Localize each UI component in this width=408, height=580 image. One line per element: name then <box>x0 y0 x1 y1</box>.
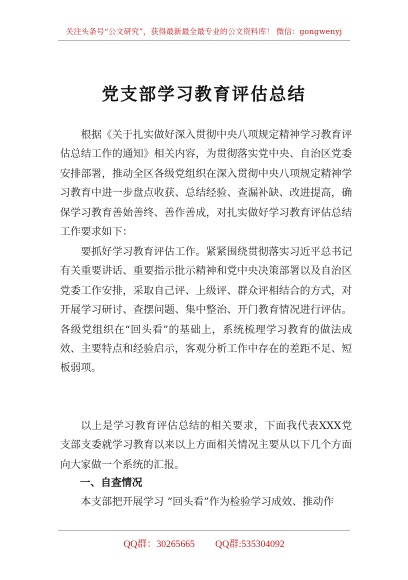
document-title: 党支部学习教育评估总结 <box>101 85 307 105</box>
footer-divider <box>58 530 350 531</box>
footer-qq-group-2: QQ群:535304092 <box>215 539 285 550</box>
footer-qq-group-1: QQ群：30265665 <box>123 539 195 550</box>
paragraph-text: 本支部把开展学习 ”回头看”作为检验学习成效、推动作 <box>80 496 334 508</box>
paragraph-intro <box>60 126 352 242</box>
footer-contact <box>0 536 408 550</box>
paragraph-text: 根据《关于扎实做好深入贯彻中央八项规定精神学习教育评估总结工作的通知》相关内容，为贯彻落实党中央、自治区党委安排部署，推动全区各级党组织在深入贯彻中央八项规定精神学习教育中进一步盘点收获、总结经验、查漏补缺、改进提高，确保学习教育善始善终、善作善成，对扎实做好学习教育评估总结工作要求如下： <box>60 129 352 239</box>
section-heading: 一、自查情况 <box>80 477 143 489</box>
paragraph-evaluation <box>60 243 352 379</box>
paragraph-text: 要抓好学习教育评估工作。紧紧围绕贯彻落实习近平总书记有关重要讲话、重要指示批示精神和党中央决策部署以及自治区党委工作安排，采取自己评、上级评、群众评相结合的方式，对开展学习研讨、查摆问题、集中整治、开门教育情况进行评估。各级党组织在“回头看”的基础上，系统梳理学习教育的做法成效、主要特点和经验启示，客观分析工作中存在的差距不足、短板弱项。 <box>60 246 352 375</box>
header-divider <box>58 40 350 41</box>
paragraph-self-check <box>60 493 352 513</box>
paragraph-text: 以上是学习教育评估总结的相关要求，下面我代表XXX党支部支委就学习教育以来以上方面相关情况主要从以下几个方面向大家做一个系统的汇报。 <box>60 420 352 471</box>
paragraph-summary <box>60 417 352 475</box>
header-promo-note: 关注头条号“公文研究”，获得最新最全最专业的公文资料库！ 微信：gongwenyj <box>65 27 343 36</box>
